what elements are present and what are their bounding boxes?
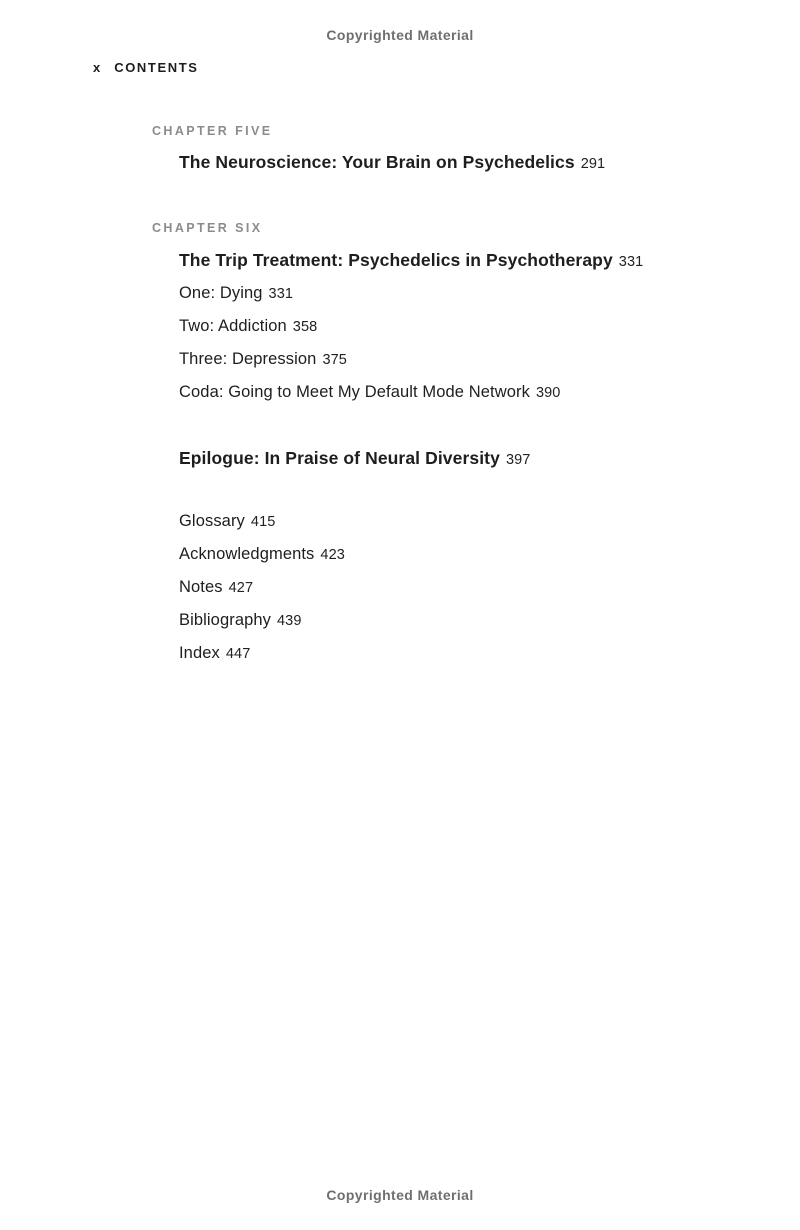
toc-subentry-title: Coda: Going to Meet My Default Mode Network: [179, 383, 530, 401]
toc-subentry-title: Two: Addiction: [179, 317, 287, 335]
chapter-label: CHAPTER FIVE: [152, 124, 273, 138]
toc-backmatter-entry: [179, 578, 253, 597]
toc-entry-page: 423: [320, 547, 345, 563]
toc-entry-title: Acknowledgments: [179, 545, 315, 563]
toc-entry-page: 447: [225, 646, 251, 662]
toc-entry-page: 291: [580, 156, 606, 172]
toc-subentry-page: 331: [268, 286, 294, 302]
toc-backmatter-entry: [179, 512, 275, 531]
toc-entry-page: 439: [277, 613, 302, 629]
toc-entry-page: 427: [228, 580, 254, 596]
toc-entry-title: Index: [179, 644, 220, 662]
toc-subentry: [179, 350, 347, 369]
toc-entry-page: 397: [505, 452, 531, 468]
toc-entry: [179, 250, 643, 271]
toc-entry-title: Bibliography: [179, 611, 272, 629]
toc-entry-title: Epilogue: In Praise of Neural Diversity: [179, 448, 500, 468]
toc-entry-title: The Neuroscience: Your Brain on Psychedelics: [179, 152, 575, 172]
toc-subentry-page: 375: [322, 352, 347, 368]
toc-backmatter-entry: [179, 644, 250, 663]
toc-subentry-page: 390: [535, 385, 561, 401]
toc-subentry-title: One: Dying: [179, 284, 263, 302]
copyright-notice-bottom: Copyrighted Material: [326, 1187, 474, 1203]
toc-subentry-title: Three: Depression: [179, 350, 317, 368]
toc-subentry: [179, 383, 560, 402]
folio-page-number: x: [93, 60, 101, 75]
toc-entry: [179, 152, 605, 173]
running-head: [93, 60, 199, 75]
toc-entry-page: 331: [618, 254, 644, 270]
toc-subentry-page: 358: [292, 319, 318, 335]
toc-backmatter-entry: [179, 611, 302, 630]
toc-entry-title: The Trip Treatment: Psychedelics in Psychotherapy: [179, 250, 613, 270]
chapter-label: CHAPTER SIX: [152, 221, 263, 235]
toc-backmatter-entry: [179, 545, 345, 564]
toc-entry-page: 415: [250, 514, 276, 530]
toc-entry-title: Notes: [179, 578, 223, 596]
toc-entry-title: Glossary: [179, 512, 245, 530]
toc-subentry: [179, 284, 293, 303]
toc-epilogue-entry: [179, 448, 530, 469]
toc-subentry: [179, 317, 317, 336]
copyright-notice-top: Copyrighted Material: [326, 27, 474, 43]
running-head-label: CONTENTS: [114, 60, 199, 75]
